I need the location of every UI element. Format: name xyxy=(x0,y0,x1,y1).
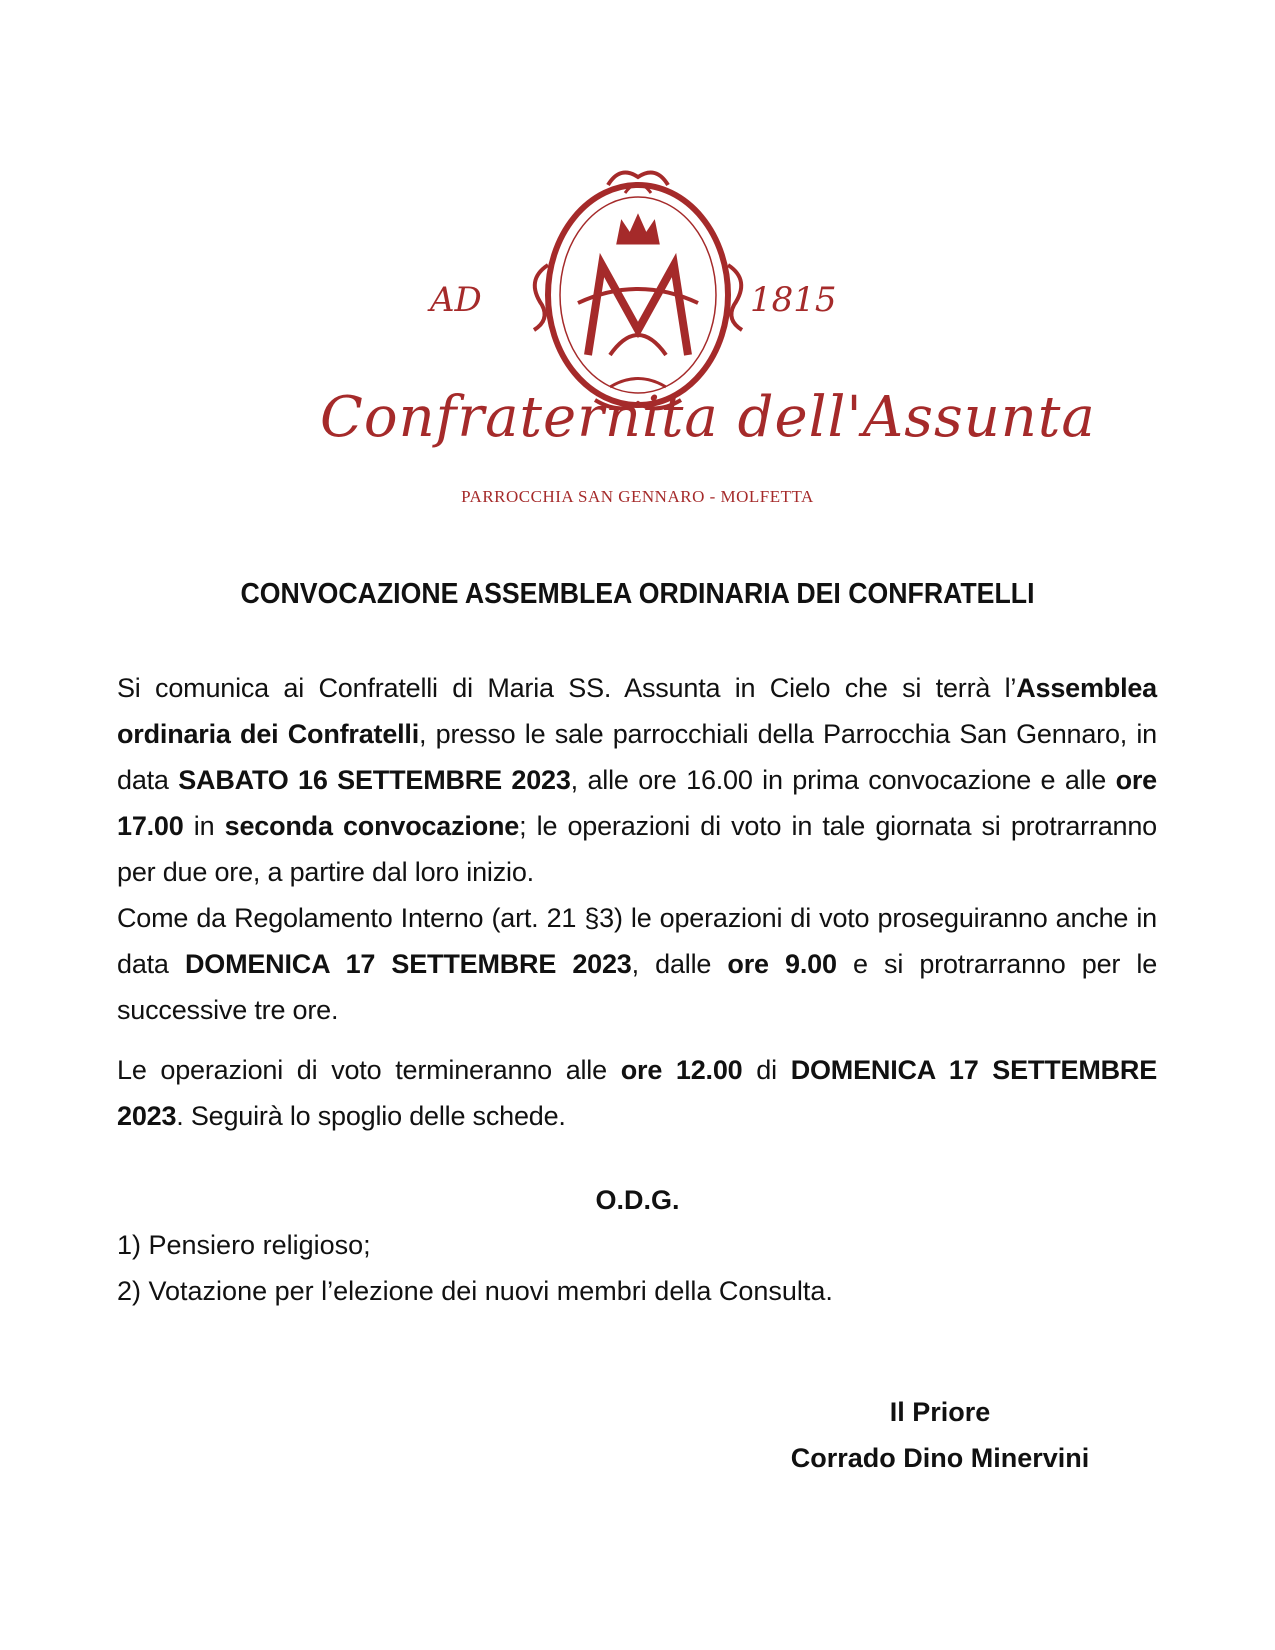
agenda-list xyxy=(117,1222,833,1314)
agenda-title: O.D.G. xyxy=(595,1185,680,1215)
text-run: , presso le sale parrocchiali della Parrocchia San Gennaro, in data xyxy=(117,719,1157,795)
logo-parish-text: PARROCCHIA SAN GENNARO - MOLFETTA xyxy=(461,487,814,506)
bold-run: ore 9.00 xyxy=(727,949,837,979)
bold-run: Assemblea ordinaria dei Confratelli xyxy=(117,673,1157,749)
text-run: di xyxy=(742,1055,791,1085)
text-run: . Seguirà lo spoglio delle schede. xyxy=(176,1101,566,1131)
paragraph-convocation xyxy=(117,665,1157,1033)
text-run: Si comunica ai Confratelli di Maria SS. Assunta in Cielo che si terrà l’ xyxy=(117,673,1017,703)
logo-ad-text: AD xyxy=(430,280,482,320)
agenda-item: 1) Pensiero religioso; xyxy=(117,1230,371,1260)
document-title: CONVOCAZIONE ASSEMBLEA ORDINARIA DEI CONFRATELLI xyxy=(240,578,1035,610)
bold-run: SABATO 16 SETTEMBRE 2023 xyxy=(178,765,571,795)
bold-run: seconda convocazione xyxy=(224,811,520,841)
signature-role: Il Priore xyxy=(889,1397,991,1427)
logo-year-text: 1815 xyxy=(750,280,837,320)
bold-run: DOMENICA 17 SETTEMBRE 2023 xyxy=(117,1055,1158,1131)
text-run: Come da Regolamento Interno (art. 21 §3) le operazioni di voto proseguiranno anche in data xyxy=(117,903,1157,979)
agenda-item: 2) Votazione per l’elezione dei nuovi membri della Consulta. xyxy=(117,1276,833,1306)
signature-block xyxy=(760,1389,1120,1481)
paragraph-closing xyxy=(117,1047,1157,1139)
text-run: , dalle xyxy=(631,949,728,979)
text-run: ; le operazioni di voto in tale giornata si protrarranno per due ore, a partire dal loro inizio. xyxy=(117,811,1158,887)
confraternity-logo xyxy=(320,165,1096,515)
logo-emblem-icon xyxy=(320,165,1096,515)
bold-run: ore 17.00 xyxy=(117,765,1157,841)
text-run: e si protrarranno per le successive tre ore. xyxy=(117,949,1158,1025)
bold-run: ore 12.00 xyxy=(620,1055,743,1085)
signature-name: Corrado Dino Minervini xyxy=(790,1443,1090,1473)
logo-wordmark: Confraternita dell'Assunta xyxy=(320,385,1096,450)
text-run: in xyxy=(183,811,225,841)
bold-run: DOMENICA 17 SETTEMBRE 2023 xyxy=(184,949,632,979)
text-run: Le operazioni di voto termineranno alle xyxy=(117,1055,621,1085)
text-run: , alle ore 16.00 in prima convocazione e alle xyxy=(570,765,1116,795)
